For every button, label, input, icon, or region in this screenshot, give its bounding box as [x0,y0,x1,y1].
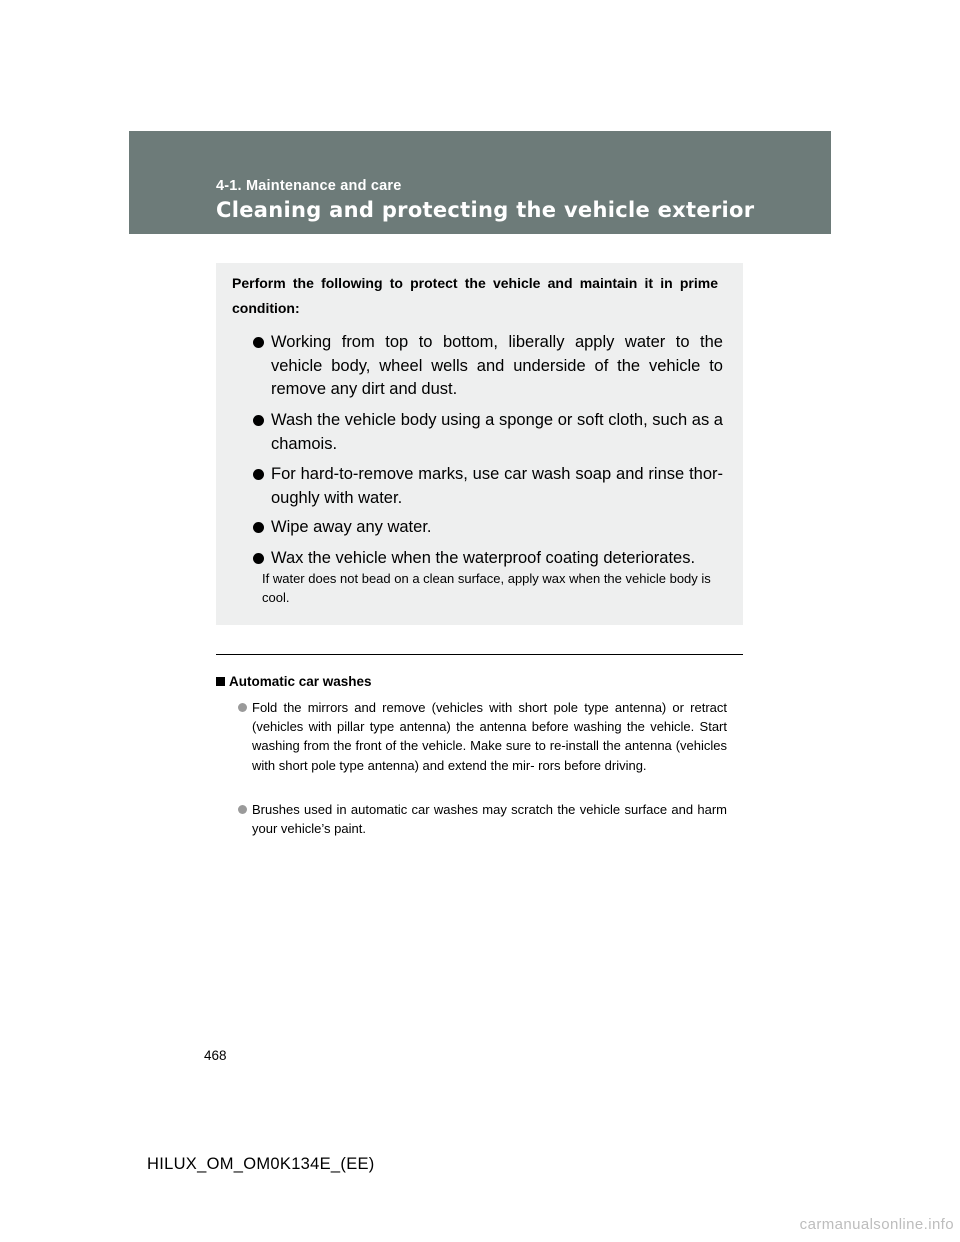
square-bullet-icon [216,677,225,686]
list-item: Brushes used in automatic car washes may scratch the vehicle surface and harm your vehicle’s paint. [238,800,727,838]
bullet-icon [238,703,247,712]
list-item: Wax the vehicle when the waterproof coating deteriorates. [253,547,723,571]
section-label: 4-1. Maintenance and care [216,178,402,194]
notes-heading: Automatic car washes [216,674,372,689]
bullet-icon [253,337,264,348]
list-item: Wipe away any water. [253,516,723,540]
wax-note: If water does not bead on a clean surface, apply wax when the vehicle body is cool. [262,571,711,605]
info-box [216,263,743,625]
bullet-icon [253,469,264,480]
page-number: 468 [204,1048,227,1063]
list-item: For hard-to-remove marks, use car wash soap and rinse thor- oughly with water. [253,463,723,510]
list-item: Working from top to bottom, liberally apply water to the vehicle body, wheel wells and underside of the vehicle to remove any dirt and dust. [253,331,723,402]
page-title: Cleaning and protecting the vehicle exterior [216,198,755,222]
bullet-icon [238,805,247,814]
divider [216,654,743,655]
bullet-icon [253,553,264,564]
document-code: HILUX_OM_OM0K134E_(EE) [147,1155,375,1173]
intro-text: Perform the following to protect the vehicle and maintain it in prime condition: [232,275,718,316]
watermark: carmanualsonline.info [799,1216,954,1233]
bullet-icon [253,522,264,533]
list-item: Fold the mirrors and remove (vehicles with short pole type antenna) or retract (vehicles with pillar type antenna) the antenna before washing the vehicle. Start washing from the front of the vehicle. Make sure to re-install the antenna (vehicles with short pole type antenna) and extend the mir- rors before driving. [238,698,727,775]
list-item: Wash the vehicle body using a sponge or soft cloth, such as a chamois. [253,409,723,456]
bullet-icon [253,415,264,426]
